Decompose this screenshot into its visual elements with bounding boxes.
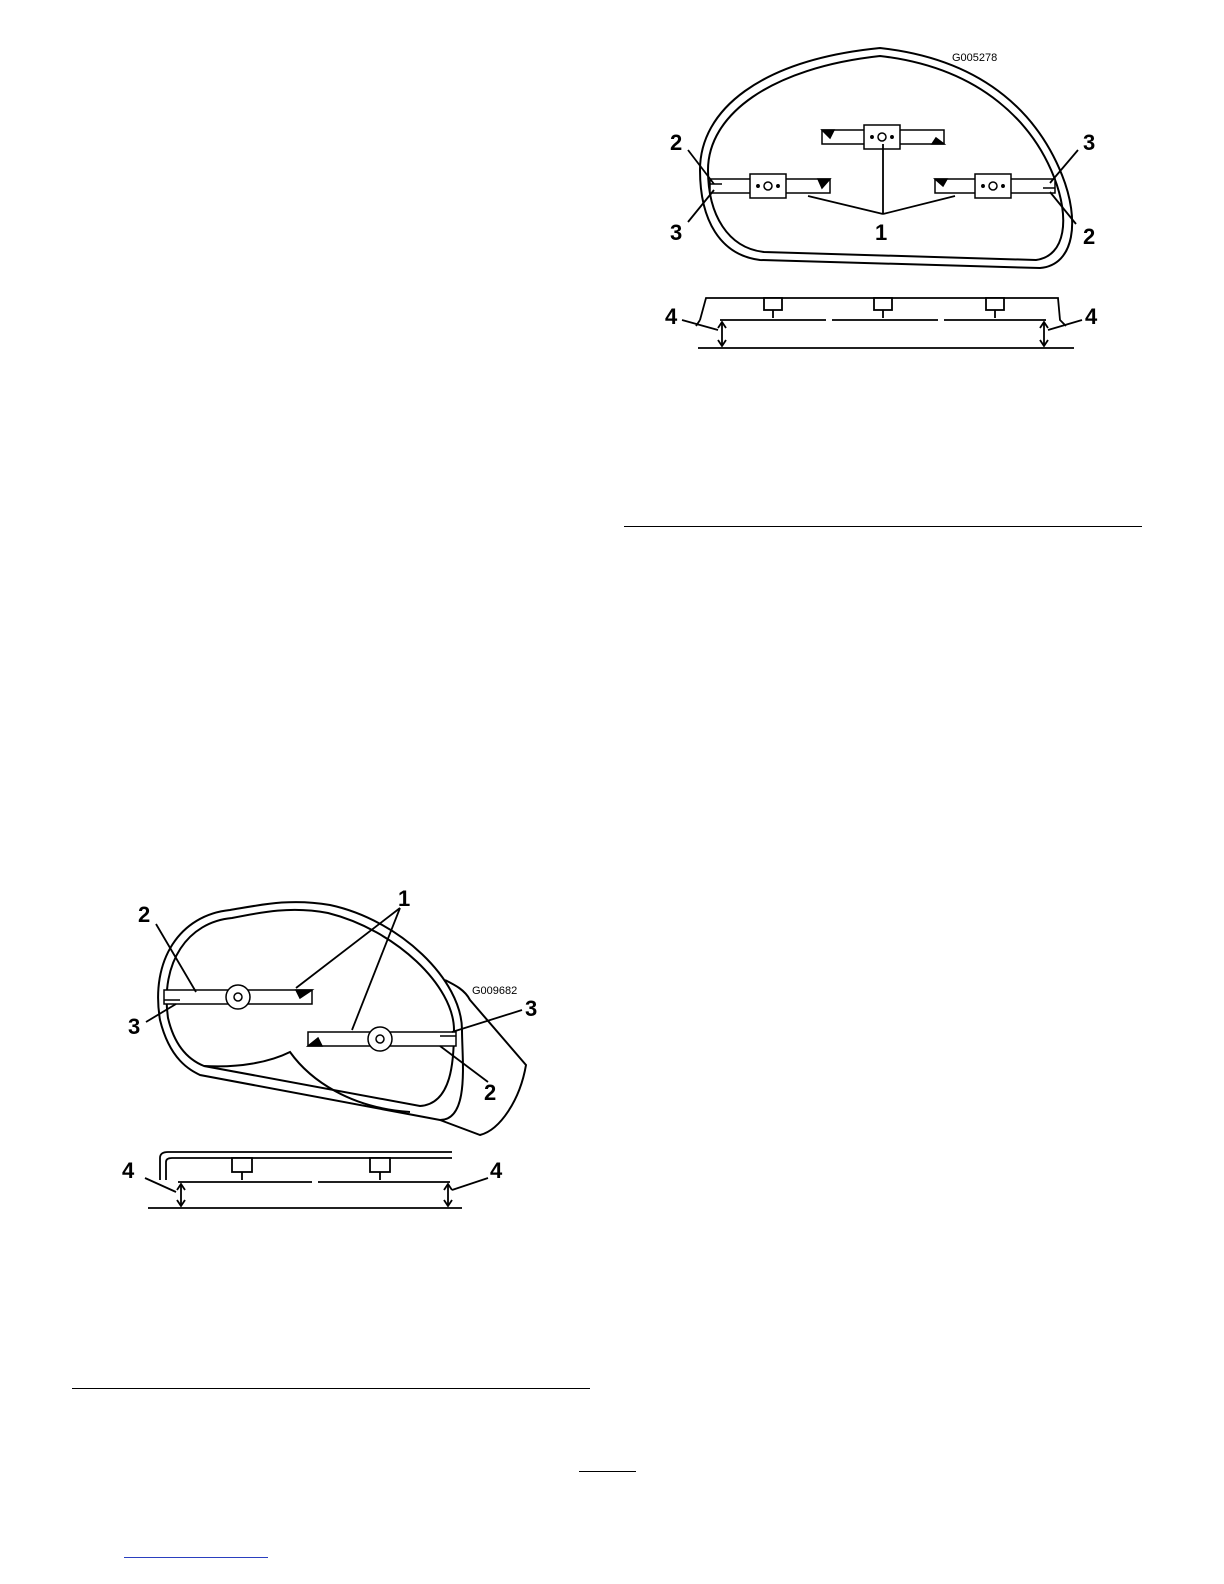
callout-4-left: 4: [122, 1158, 135, 1183]
page-number-rule: [579, 1471, 636, 1472]
callout-4-left: 4: [665, 304, 678, 329]
callout-4-right: 4: [490, 1158, 503, 1183]
callout-4-right: 4: [1085, 304, 1098, 329]
blade-left: [164, 985, 312, 1009]
callout-2-left: 2: [138, 902, 151, 927]
callout-3-right: 3: [1083, 130, 1096, 155]
blade-right: [935, 174, 1055, 198]
blade-right: [308, 1027, 456, 1051]
section-rule-right: [624, 526, 1142, 527]
section-rule-left: [72, 1388, 590, 1389]
figure-two-blade-deck: [0, 880, 620, 1220]
deck-outline: [158, 902, 526, 1135]
callout-2-right: 2: [1083, 224, 1096, 249]
side-view: [696, 298, 1074, 348]
figure-three-blade-deck: [0, 0, 1224, 380]
callout-2-right: 2: [484, 1080, 497, 1105]
figure-code: G009682: [472, 985, 518, 997]
callout-1: 1: [398, 886, 411, 911]
callout-1: 1: [875, 220, 888, 245]
callout-3-left: 3: [128, 1014, 141, 1039]
callout-2-left: 2: [670, 130, 683, 155]
callout-3-left: 3: [670, 220, 683, 245]
callout-3-right: 3: [525, 996, 538, 1021]
leader-lines: [145, 908, 522, 1192]
figure-code: G005278: [952, 52, 998, 64]
blade-left: [710, 174, 830, 198]
side-view: [148, 1152, 462, 1208]
link-underline[interactable]: [124, 1557, 268, 1558]
